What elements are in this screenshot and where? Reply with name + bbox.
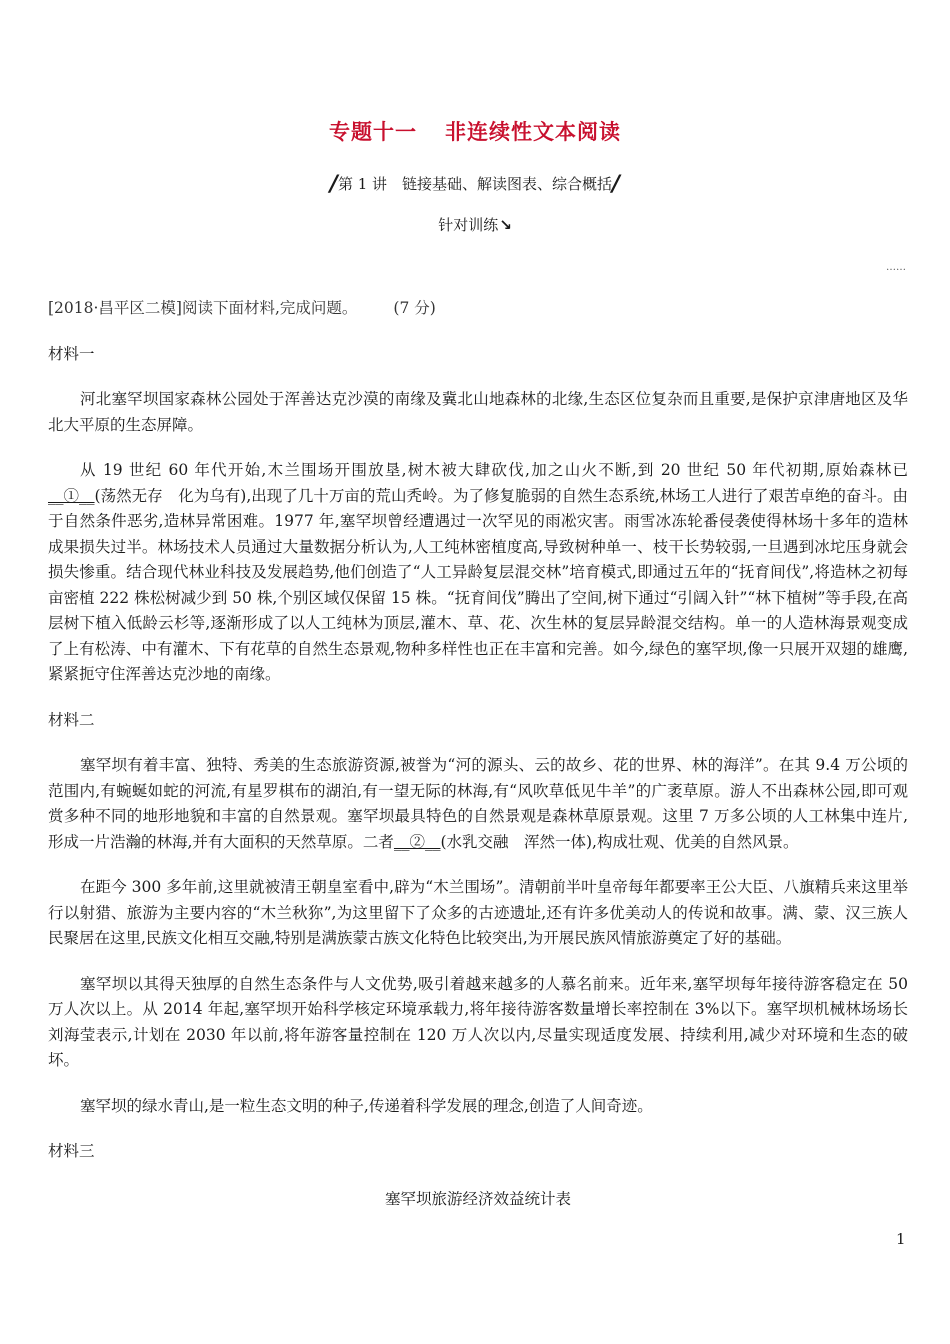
fill-blank-2: __②__ — [393, 832, 441, 851]
ellipsis-mark: …… — [886, 262, 906, 273]
material-one-heading: 材料一 — [48, 344, 95, 363]
paragraph-text: (水乳交融 浑然一体),构成壮观、优美的自然风景。 — [440, 832, 799, 851]
paragraph-text: 塞罕坝有着丰富、独特、秀美的生态旅游资源,被誉为“河的源头、云的故乡、花的世界、林的海洋”。在其 9.4 万公顷的范围内,有蜿蜒如蛇的河流,有星罗棋布的湖泊,有一望无际的林海,有“风吹草低见牛羊”的广袤草原。游人不出森林公园,即可观赏多种不同的地形地貌和丰富的自然景观。塞罕坝最具特色的自然景观是森林草原景观。这里 7 万多公顷的人工林集中连片,形成一片浩瀚的林海,并有大面积的天然草原。二者 — [48, 756, 908, 851]
training-label — [0, 214, 950, 235]
table-caption: 塞罕坝旅游经济效益统计表 — [384, 1189, 571, 1208]
question-score: (7 分) — [393, 299, 436, 317]
material-two-paragraph-2: 在距今 300 多年前,这里就被清王朝皇室看中,辟为“木兰围场”。清朝前半叶皇帝每年都要率王公大臣、八旗精兵来这里举行以射猎、旅游为主要内容的“木兰秋狝”,为这里留下了众多的古迹遗址,还有许多优美动人的传说和故事。满、蒙、汉三族人民聚居在这里,民族文化相互交融,特别是满族蒙古族文化特色比较突出,为开展民族风情旅游奠定了好的基础。 — [48, 878, 908, 947]
material-two-paragraph-1 — [48, 753, 908, 855]
article-body — [48, 296, 908, 1212]
page-number: 1 — [896, 1230, 906, 1248]
lesson-subtitle — [0, 172, 950, 197]
slash-right-mark: / — [612, 172, 621, 197]
lesson-subtitle-text: 第 1 讲 链接基础、解读图表、综合概括 — [337, 175, 613, 193]
title-topic: 专题十一 — [329, 120, 417, 144]
question-source: [2018·昌平区二模]阅读下面材料,完成问题。 — [48, 299, 358, 317]
training-label-text: 针对训练 — [438, 216, 499, 234]
material-two-paragraph-4: 塞罕坝的绿水青山,是一粒生态文明的种子,传递着科学发展的理念,创造了人间奇迹。 — [80, 1096, 653, 1115]
material-two-paragraph-3: 塞罕坝以其得天独厚的自然生态条件与人文优势,吸引着越来越多的人慕名前来。近年来,塞罕坝每年接待游客稳定在 50 万人次以上。从 2014 年起,塞罕坝开始科学核定环境承载力,将年接待游客数量增长率控制在 3%以下。塞罕坝机械林场场长刘海莹表示,计划在 2030 年以前,将年游客量控制在 120 万人次以内,尽量实现适度发展、持续利用,减少对环境和生态的破坏。 — [48, 974, 908, 1069]
page-title — [0, 116, 950, 146]
slash-left-mark: / — [329, 172, 338, 197]
arrow-down-right-icon: ↘ — [499, 216, 512, 234]
question-intro — [48, 296, 908, 322]
paragraph-text: 从 19 世纪 60 年代开始,木兰围场开围放垦,树木被大肆砍伐,加之山火不断,到 20 世纪 50 年代初期,原始森林已 — [80, 461, 908, 479]
material-one-paragraph-2 — [48, 458, 908, 688]
material-three-heading: 材料三 — [48, 1142, 95, 1160]
title-subject: 非连续性文本阅读 — [445, 120, 621, 144]
material-one-paragraph-1: 河北塞罕坝国家森林公园处于浑善达克沙漠的南缘及冀北山地森林的北缘,生态区位复杂而且重要,是保护京津唐地区及华北大平原的生态屏障。 — [48, 390, 908, 434]
material-two-heading: 材料二 — [48, 710, 95, 729]
fill-blank-1: __①__ — [48, 486, 95, 505]
paragraph-text: (荡然无存 化为乌有),出现了几十万亩的荒山秃岭。为了修复脆弱的自然生态系统,林场工人进行了艰苦卓绝的奋斗。由于自然条件恶劣,造林异常困难。1977 年,塞罕坝曾经遭遇过一次罕见的雨凇灾害。雨雪冰冻轮番侵袭使得林场十多年的造林成果损失过半。林场技术人员通过大量数据分析认为,人工纯林密植度高,导致树种单一、枝干长势较弱,一旦遇到冰坨压身就会损失惨重。结合现代林业科技及发展趋势,他们创造了“人工异龄复层混交林”培育模式,即通过五年的“抚育间伐”,将造林之初每亩密植 222 株松树减少到 50 株,个别区域仅保留 15 株。“抚育间伐”腾出了空间,树下通过“引阔入针”“林下植树”等手段,在高层树下植入低龄云杉等,逐渐形成了以人工纯林为顶层,灌木、草、花、次生林的复层异龄混交结构。单一的人造林海景观变成了上有松涛、中有灌木、下有花草的自然生态景观,物种多样性也正在丰富和完善。如今,绿色的塞罕坝,像一只展开双翅的雄鹰,紧紧扼守住浑善达克沙地的南缘。 — [48, 486, 909, 683]
